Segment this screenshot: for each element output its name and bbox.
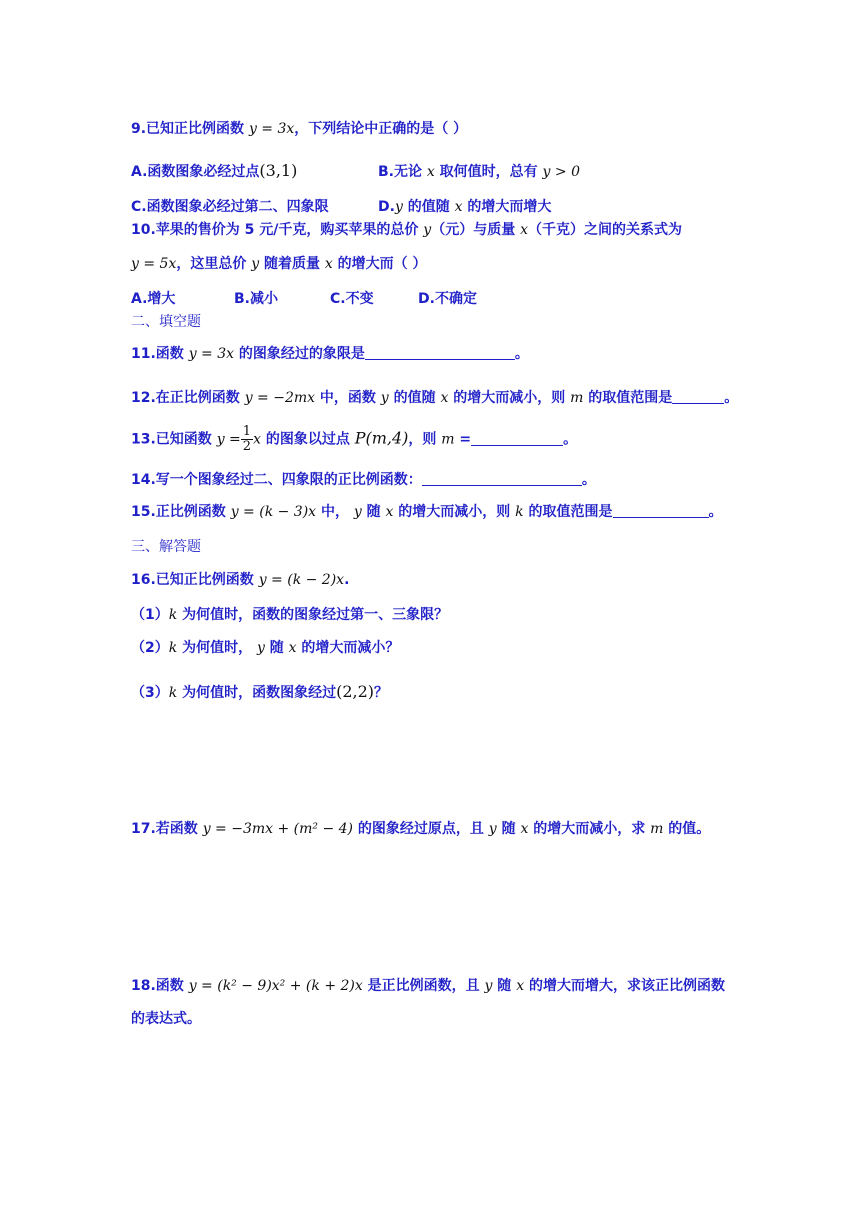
q10-option-b: B.减小 bbox=[234, 291, 278, 307]
q9-option-c: C.函数图象必经过第二、四象限 bbox=[131, 199, 329, 215]
question-18-line2: 的表达式。 bbox=[131, 1011, 201, 1027]
question-11: 11.函数 y = 3x 的图象经过的象限是 。 bbox=[131, 346, 529, 362]
question-18: 18.函数 y = (k² − 9)x² + (k + 2)x 是正比例函数，且 y 随 x 的增大而增大，求该正比例函数 bbox=[131, 978, 725, 994]
question-16-part-2: （2）k 为何值时， y 随 x 的增大而减小？ bbox=[131, 640, 400, 656]
question-10-line1: 10.苹果的售价为 5 元/千克，购买苹果的总价 y（元）与质量 x（千克）之间的关系式为 bbox=[131, 222, 682, 238]
question-13: 13.已知函数 y = $\frac{1}{2}$ x 的图象以过点 P(m,4)，则 m = 。 bbox=[131, 424, 578, 454]
section-fill-in-heading: 二、填空题 bbox=[131, 314, 201, 330]
section-solve-heading: 三、解答题 bbox=[131, 539, 201, 555]
question-16-part-1: （1）k 为何值时，函数的图象经过第一、三象限？ bbox=[131, 607, 449, 623]
q12-answer-blank[interactable] bbox=[672, 389, 724, 404]
q15-answer-blank[interactable] bbox=[613, 503, 709, 518]
q9-option-d: D.y 的值随 x 的增大而增大 bbox=[378, 199, 552, 215]
q14-answer-blank[interactable] bbox=[422, 471, 582, 486]
question-17: 17.若函数 y = −3mx + (m² − 4) 的图象经过原点，且 y 随 x 的增大而减小，求 m 的值。 bbox=[131, 821, 711, 837]
q9-option-b: B.无论 x 取何值时，总有 y > 0 bbox=[378, 164, 580, 180]
q10-option-d: D.不确定 bbox=[418, 291, 477, 307]
q9-stem-tail: ，下列结论中正确的是（ ） bbox=[294, 121, 468, 137]
q9-point: (3,1) bbox=[259, 161, 298, 180]
question-14: 14.写一个图象经过二、四象限的正比例函数： 。 bbox=[131, 472, 596, 488]
question-15: 15.正比例函数 y = (k − 3)x 中， y 随 x 的增大而减小，则 k 的取值范围是 。 bbox=[131, 504, 723, 520]
question-16: 16.已知正比例函数 y = (k − 2)x. bbox=[131, 572, 350, 588]
question-12: 12.在正比例函数 y = −2mx 中，函数 y 的值随 x 的增大而减小，则 m 的取值范围是 。 bbox=[131, 390, 739, 406]
q13-point: P(m,4) bbox=[354, 428, 409, 448]
q9-formula: y = 3x bbox=[248, 121, 295, 137]
question-16-part-3: （3）k 为何值时，函数图象经过(2,2)？ bbox=[131, 682, 389, 701]
q13-answer-blank[interactable] bbox=[471, 431, 563, 446]
q10-option-c: C.不变 bbox=[330, 291, 374, 307]
q13-fraction: $\frac{1}{2}$ bbox=[242, 424, 252, 454]
question-9-stem bbox=[131, 118, 467, 138]
q11-answer-blank[interactable] bbox=[365, 345, 515, 360]
q9-option-a: A.函数图象必经过点(3,1) bbox=[131, 161, 298, 180]
question-10-line2: y = 5x，这里总价 y 随着质量 x 的增大而（ ） bbox=[131, 256, 427, 272]
q10-option-a: A.增大 bbox=[131, 291, 176, 307]
q9-stem-text: 9.已知正比例函数 bbox=[131, 121, 249, 137]
q10-formula: y = 5x bbox=[131, 256, 177, 272]
